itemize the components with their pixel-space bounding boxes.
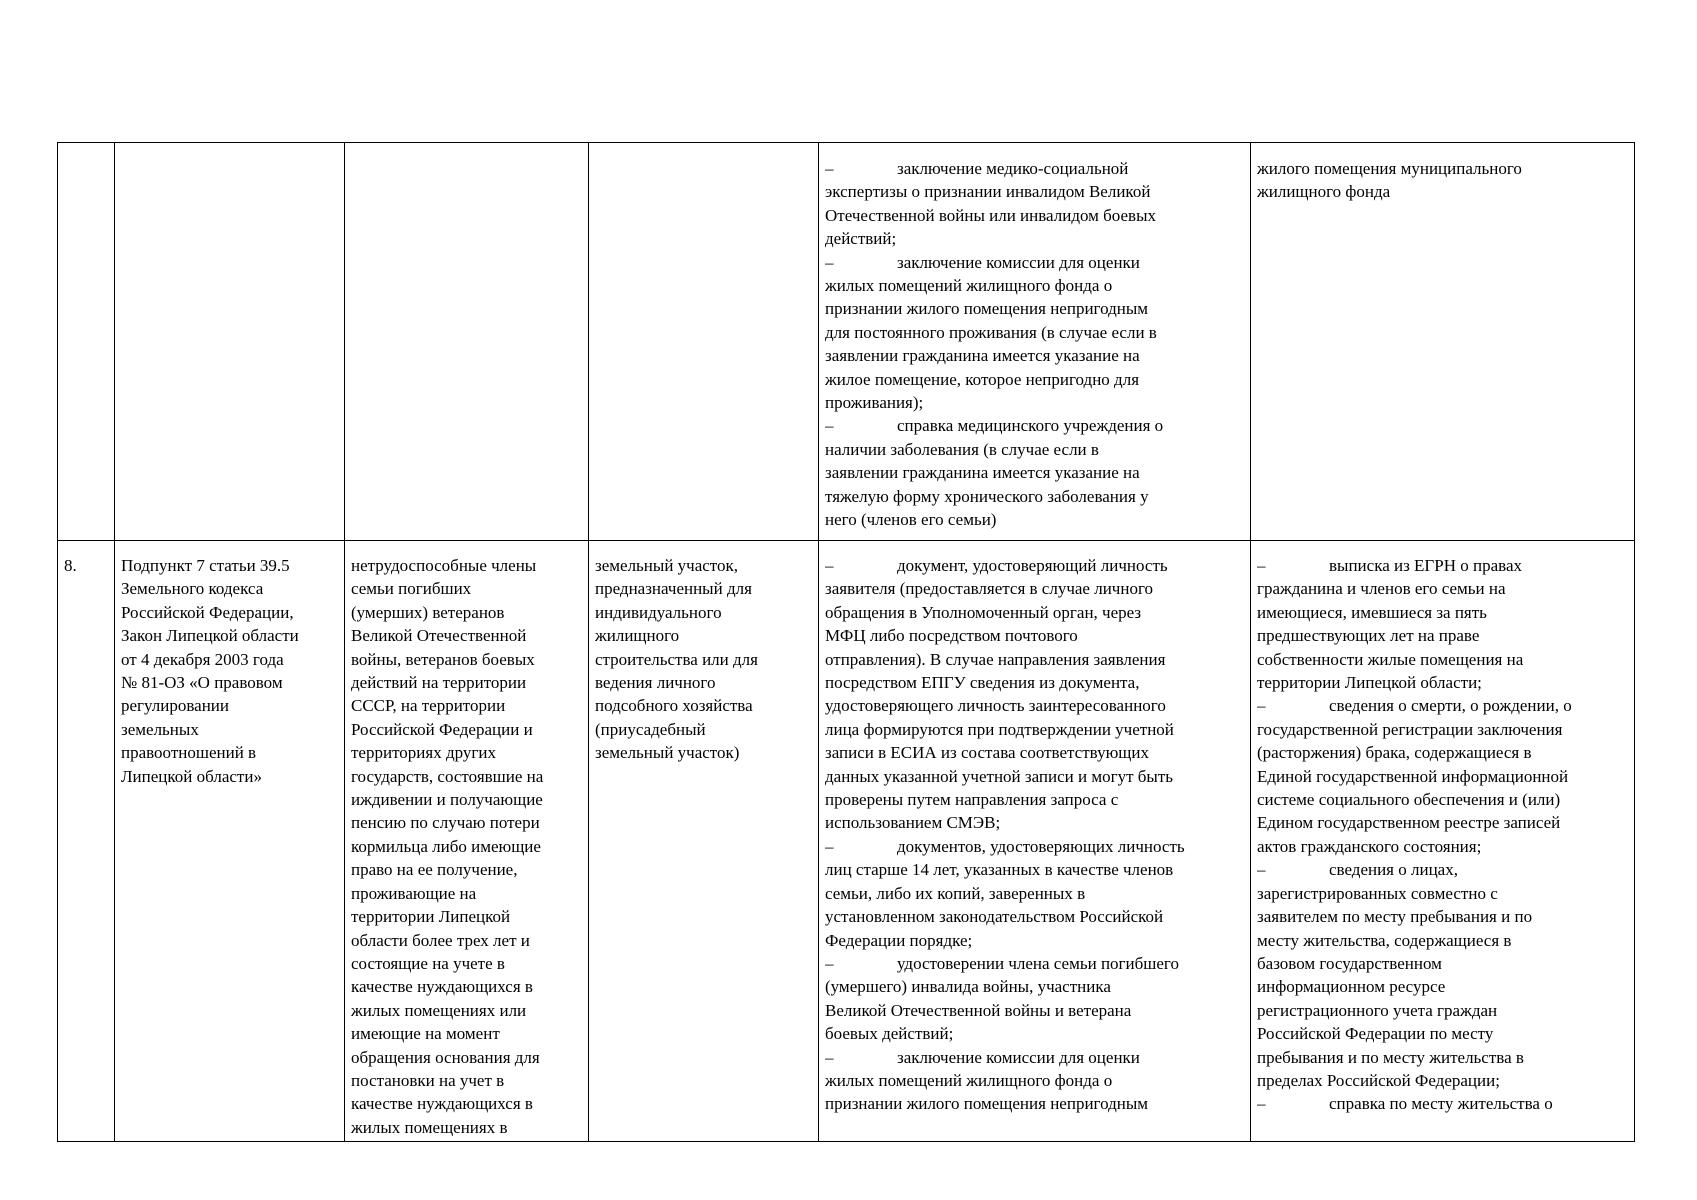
text-line [825, 671, 1244, 694]
text-line: постановки на учет в [351, 1070, 505, 1090]
text-line: жилищного [595, 626, 680, 646]
line-text: справка медицинского учреждения о [897, 416, 1164, 436]
text-line: (приусадебный [595, 719, 706, 739]
text-line: от 4 декабря 2003 года [121, 649, 284, 669]
text-line: Липецкой области» [121, 766, 262, 786]
line-text: проверены путем направления запроса с [825, 790, 1119, 810]
text-line [825, 344, 1244, 367]
cell-num: 8. [58, 541, 115, 1142]
line-text: МФЦ либо посредством почтового [825, 626, 1078, 646]
text-line [825, 975, 1244, 998]
cell-basis [115, 143, 345, 541]
line-text: признании жилого помещения непригодным [825, 1094, 1149, 1114]
text-line [825, 694, 1244, 717]
text-line [825, 368, 1244, 391]
line-text: государственной регистрации заключения [1257, 719, 1563, 739]
text-line: Российской Федерации, [121, 602, 294, 622]
text-line: Подпункт 7 статьи 39.5 [121, 556, 290, 575]
text-line [1257, 835, 1628, 858]
cell-basis [115, 541, 345, 1142]
text-line [1257, 905, 1628, 928]
text-line: (умерших) ветеранов [351, 602, 505, 622]
line-text: Едином государственном реестре записей [1257, 813, 1561, 833]
text-line: жилых помещениях в [351, 1117, 508, 1136]
text-line: регулировании [121, 696, 229, 716]
text-line [1257, 858, 1628, 881]
text-line [1257, 577, 1628, 600]
text-line [825, 251, 1244, 274]
text-line [1257, 718, 1628, 741]
line-text: выписка из ЕГРН о правах [1329, 556, 1522, 575]
line-text: тяжелую форму хронического заболевания у [825, 486, 1149, 506]
line-text: жилое помещение, которое непригодно для [825, 369, 1140, 389]
text-line [1257, 554, 1628, 577]
line-text: действий; [825, 229, 897, 249]
text-line: № 81-ОЗ «О правовом [121, 673, 283, 693]
cell-plot [589, 143, 819, 541]
text-line: строительства или для [595, 649, 758, 669]
text-line [1257, 929, 1628, 952]
line-text: установленном законодательством Российской [825, 907, 1164, 927]
text-line [1257, 180, 1628, 203]
line-text: Великой Отечественной войны и ветерана [825, 1000, 1132, 1020]
text-line: области более трех лет и [351, 930, 530, 950]
text-line [825, 905, 1244, 928]
line-text: актов гражданского состояния; [1257, 836, 1482, 856]
text-line [825, 508, 1244, 531]
line-text: системе социального обеспечения и (или) [1257, 790, 1561, 810]
line-text: жилого помещения муниципального [1257, 159, 1522, 178]
line-text: сведения о смерти, о рождении, о [1329, 696, 1572, 716]
text-line: право на ее получение, [351, 860, 518, 880]
text-line [1257, 952, 1628, 975]
line-text: месту жительства, содержащиеся в [1257, 930, 1512, 950]
text-line: действий на территории [351, 673, 527, 693]
line-text: зарегистрированных совместно с [1257, 883, 1498, 903]
cell-interagency [1251, 541, 1635, 1142]
text-line [825, 1092, 1244, 1115]
text-line [825, 414, 1244, 437]
line-text: лиц старше 14 лет, указанных в качестве членов [825, 860, 1174, 880]
list-dash: – [1257, 860, 1266, 880]
text-line [825, 741, 1244, 764]
text-line [1257, 811, 1628, 834]
text-line [825, 788, 1244, 811]
text-line [825, 274, 1244, 297]
line-text: регистрационного учета граждан [1257, 1000, 1498, 1020]
list-dash: – [825, 416, 834, 436]
cell-category [345, 143, 589, 541]
text-line: СССР, на территории [351, 696, 506, 716]
text-line: нетрудоспособные члены [351, 556, 537, 575]
line-text: территории Липецкой области; [1257, 673, 1482, 693]
text-line [825, 1069, 1244, 1092]
text-line [825, 882, 1244, 905]
text-line: имеющие на момент [351, 1024, 500, 1044]
line-text: заявлении гражданина имеется указание на [825, 463, 1140, 483]
table-row [58, 541, 1635, 1142]
list-dash: – [825, 1047, 834, 1067]
cell-documents [819, 541, 1251, 1142]
text-line: индивидуального [595, 602, 722, 622]
text-line: государств, состоявшие на [351, 766, 544, 786]
list-dash: – [825, 159, 834, 178]
text-line [1257, 648, 1628, 671]
text-line [825, 438, 1244, 461]
line-text: предшествующих лет на праве [1257, 626, 1480, 646]
line-text: Единой государственной информационной [1257, 766, 1569, 786]
cell-plot [589, 541, 819, 1142]
text-line [825, 648, 1244, 671]
text-line [825, 1046, 1244, 1069]
line-text: проживания); [825, 393, 924, 413]
line-text: обращения в Уполномоченный орган, через [825, 602, 1142, 622]
line-text: сведения о лицах, [1329, 860, 1458, 880]
text-line [1257, 157, 1628, 180]
text-line [1257, 741, 1628, 764]
text-line: кормильца либо имеющие [351, 836, 541, 856]
line-text: информационном ресурсе [1257, 977, 1446, 997]
text-line: иждивении и получающие [351, 790, 543, 810]
line-text: наличии заболевания (в случае если в [825, 439, 1099, 459]
line-text: заключение комиссии для оценки [897, 1047, 1140, 1067]
text-line [1257, 1046, 1628, 1069]
line-text: удостоверении члена семьи погибшего [897, 953, 1179, 973]
line-text: имеющиеся, имевшиеся за пять [1257, 602, 1487, 622]
text-line [1257, 1022, 1628, 1045]
line-text: (умершего) инвалида войны, участника [825, 977, 1111, 997]
list-dash: – [825, 836, 834, 856]
text-line [825, 297, 1244, 320]
text-line [825, 858, 1244, 881]
text-line: семьи погибших [351, 579, 472, 599]
text-line [825, 624, 1244, 647]
text-line [825, 765, 1244, 788]
line-text: Российской Федерации по месту [1257, 1024, 1494, 1044]
text-line: территории Липецкой [351, 907, 511, 927]
line-text: посредством ЕПГУ сведения из документа, [825, 673, 1140, 693]
text-line [825, 485, 1244, 508]
services-table [57, 142, 1635, 1142]
text-line: предназначенный для [595, 579, 752, 599]
line-text: базовом государственном [1257, 953, 1442, 973]
text-line [825, 1022, 1244, 1045]
line-text: Отечественной войны или инвалидом боевых [825, 205, 1157, 225]
text-line [825, 227, 1244, 250]
text-line [825, 180, 1244, 203]
cell-documents [819, 143, 1251, 541]
line-text: него (членов его семьи) [825, 510, 997, 530]
text-line [825, 952, 1244, 975]
line-text: данных указанной учетной записи и могут быть [825, 766, 1174, 786]
line-text: справка по месту жительства о [1329, 1094, 1553, 1114]
text-line: пенсию по случаю потери [351, 813, 540, 833]
line-text: заявителем по месту пребывания и по [1257, 907, 1533, 927]
text-line [825, 999, 1244, 1022]
list-dash: – [825, 953, 834, 973]
cell-interagency [1251, 143, 1635, 541]
line-text: жилых помещений жилищного фонда о [825, 1070, 1113, 1090]
text-line [825, 929, 1244, 952]
line-text: (расторжения) брака, содержащиеся в [1257, 743, 1532, 763]
line-text: использованием СМЭВ; [825, 813, 1001, 833]
line-text: документ, удостоверяющий личность [897, 556, 1168, 575]
text-line: земельный участок, [595, 556, 739, 575]
line-text: заявителя (предоставляется в случае личного [825, 579, 1153, 599]
line-text: боевых действий; [825, 1024, 954, 1044]
text-line: ведения личного [595, 673, 716, 693]
text-line [825, 461, 1244, 484]
text-line: состоящие на учете в [351, 953, 505, 973]
line-text: лица формируются при подтверждении учетной [825, 719, 1174, 739]
table-row [58, 143, 1635, 541]
list-dash: – [825, 252, 834, 272]
text-line [825, 577, 1244, 600]
list-dash: – [1257, 556, 1266, 575]
text-line [825, 718, 1244, 741]
line-text: заключение комиссии для оценки [897, 252, 1140, 272]
text-line [1257, 694, 1628, 717]
list-dash: – [1257, 1094, 1266, 1114]
text-line [1257, 975, 1628, 998]
line-text: пребывания и по месту жительства в [1257, 1047, 1524, 1067]
line-text: удостоверяющего личность заинтересованного [825, 696, 1166, 716]
text-line [1257, 999, 1628, 1022]
text-line [1257, 765, 1628, 788]
line-text: документов, удостоверяющих личность [897, 836, 1185, 856]
line-text: отправления). В случае направления заявления [825, 649, 1166, 669]
text-line: Закон Липецкой области [121, 626, 299, 646]
text-line: Российской Федерации и [351, 719, 533, 739]
text-line: жилых помещениях или [351, 1000, 527, 1020]
text-line [825, 391, 1244, 414]
text-line: обращения основания для [351, 1047, 540, 1067]
text-line [1257, 1069, 1628, 1092]
line-text: семьи, либо их копий, заверенных в [825, 883, 1086, 903]
text-line [825, 321, 1244, 344]
line-text: записи в ЕСИА из состава соответствующих [825, 743, 1149, 763]
line-text: жилых помещений жилищного фонда о [825, 276, 1113, 296]
line-text: заключение медико-социальной [897, 159, 1129, 178]
line-text: жилищного фонда [1257, 182, 1391, 202]
text-line [825, 157, 1244, 180]
list-dash: – [1257, 696, 1266, 716]
text-line [1257, 671, 1628, 694]
text-line: территориях других [351, 743, 496, 763]
text-line: правоотношений в [121, 743, 257, 763]
text-line [1257, 882, 1628, 905]
text-line: качестве нуждающихся в [351, 1094, 533, 1114]
text-line: Великой Отечественной [351, 626, 527, 646]
text-line: подсобного хозяйства [595, 696, 753, 716]
text-line: проживающие на [351, 883, 477, 903]
text-line [825, 554, 1244, 577]
line-text: гражданина и членов его семьи на [1257, 579, 1506, 599]
text-line [825, 204, 1244, 227]
text-line [825, 601, 1244, 624]
text-line [1257, 1092, 1628, 1115]
line-text: экспертизы о признании инвалидом Великой [825, 182, 1151, 202]
line-text: Федерации порядке; [825, 930, 973, 950]
text-line: земельный участок) [595, 743, 740, 763]
text-line [825, 835, 1244, 858]
line-text: признании жилого помещения непригодным [825, 299, 1149, 319]
text-line: земельных [121, 719, 199, 739]
text-line [825, 811, 1244, 834]
cell-category [345, 541, 589, 1142]
text-line [1257, 624, 1628, 647]
text-line: качестве нуждающихся в [351, 977, 533, 997]
line-text: пределах Российской Федерации; [1257, 1070, 1500, 1090]
text-line: Земельного кодекса [121, 579, 264, 599]
line-text: собственности жилые помещения на [1257, 649, 1524, 669]
cell-num [58, 143, 115, 541]
line-text: заявлении гражданина имеется указание на [825, 346, 1140, 366]
list-dash: – [825, 556, 834, 575]
text-line [1257, 788, 1628, 811]
text-line: войны, ветеранов боевых [351, 649, 535, 669]
text-line [1257, 601, 1628, 624]
line-text: для постоянного проживания (в случае если в [825, 322, 1157, 342]
